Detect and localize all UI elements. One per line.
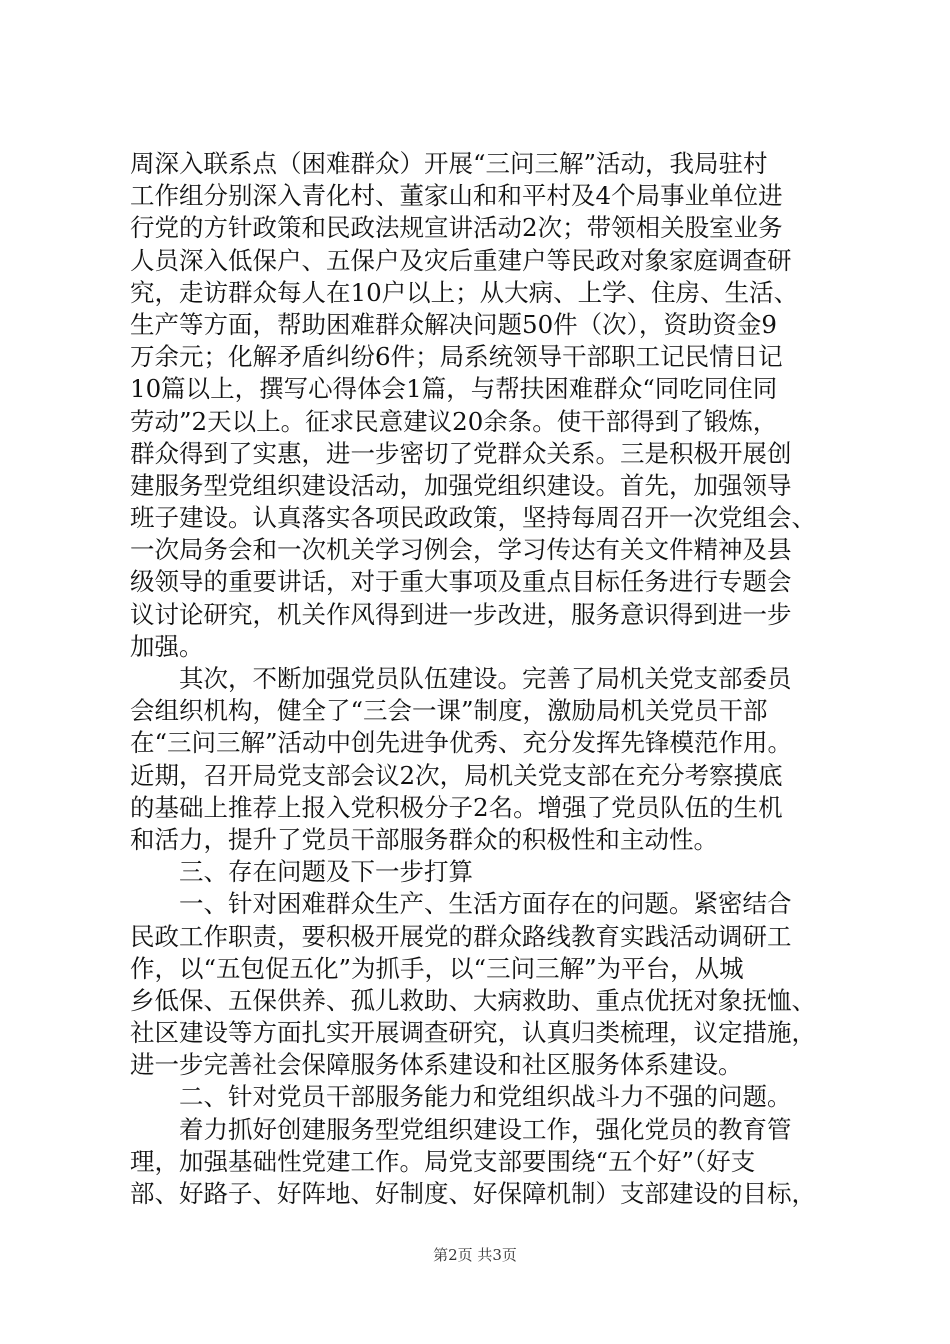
text-line: 和活力，提升了党员干部服务群众的积极性和主动性。 [130,824,718,854]
text-line: 行党的方针政策和民政法规宣讲活动2次；带领相关股室业务 [130,213,783,243]
text-line: 民政工作职责，要积极开展党的群众路线教育实践活动调研工 [130,921,792,951]
text-line: 三、存在问题及下一步打算 [179,857,473,887]
text-line: 在“三问三解”活动中创先进争优秀、充分发挥先锋模范作用。 [130,728,793,758]
text-line: 加强。 [130,631,204,661]
text-line: 人员深入低保户、五保户及灾后重建户等民政对象家庭调查研 [130,245,792,275]
text-line: 建服务型党组织建设活动，加强党组织建设。首先，加强领导 [130,470,792,500]
text-line: 理，加强基础性党建工作。局党支部要围绕“五个好”（好支 [130,1146,756,1176]
text-line: 生产等方面，帮助困难群众解决问题50件（次），资助资金9 [130,309,778,339]
text-line: 作，以“五包促五化”为抓手，以“三问三解”为平台，从城 [130,953,744,983]
page-footer: 第2页 共3页 [433,1246,517,1264]
text-line: 二、针对党员干部服务能力和党组织战斗力不强的问题。 [179,1082,792,1112]
text-line: 部、好路子、好阵地、好制度、好保障机制）支部建设的目标， [130,1179,816,1208]
text-line: 议讨论研究，机关作风得到进一步改进，服务意识得到进一步 [130,599,792,629]
text-line: 社区建设等方面扎实开展调查研究，认真归类梳理，议定措施， [130,1018,816,1048]
text-line: 10篇以上，撰写心得体会1篇，与帮扶困难群众“同吃同住同 [130,374,778,404]
text-line: 级领导的重要讲话，对于重大事项及重点目标任务进行专题会 [130,567,792,597]
text-line: 的基础上推荐上报入党积极分子2名。增强了党员队伍的生机 [130,792,783,822]
text-line: 万余元；化解矛盾纠纷6件；局系统领导干部职工记民情日记 [130,342,783,372]
text-line: 近期，召开局党支部会议2次，局机关党支部在充分考察摸底 [130,760,783,790]
text-line: 其次，不断加强党员队伍建设。完善了局机关党支部委员 [179,664,792,693]
text-line: 究，走访群众每人在10户以上；从大病、上学、住房、生活、 [130,277,799,307]
text-line: 班子建设。认真落实各项民政政策，坚持每周召开一次党组会、 [130,503,816,533]
text-line: 一次局务会和一次机关学习例会，学习传达有关文件精神及县 [130,535,792,565]
text-line: 工作组分别深入青化村、董家山和和平村及4个局事业单位进 [130,181,783,211]
text-line: 一、针对困难群众生产、生活方面存在的问题。紧密结合 [179,889,792,919]
text-line: 进一步完善社会保障服务体系建设和社区服务体系建设。 [130,1050,743,1080]
text-line: 劳动”2天以上。征求民意建议20余条。使干部得到了锻炼， [130,406,778,436]
text-line: 会组织机构，健全了“三会一课”制度，激励局机关党员干部 [130,696,768,726]
text-line: 着力抓好创建服务型党组织建设工作，强化党员的教育管 [179,1114,792,1144]
text-line: 群众得到了实惠，进一步密切了党群众关系。三是积极开展创 [130,438,792,468]
text-line: 周深入联系点（困难群众）开展“三问三解”活动，我局驻村 [130,149,768,178]
text-line: 乡低保、五保供养、孤儿救助、大病救助、重点优抚对象抚恤、 [130,985,816,1015]
document-body [130,148,830,1210]
